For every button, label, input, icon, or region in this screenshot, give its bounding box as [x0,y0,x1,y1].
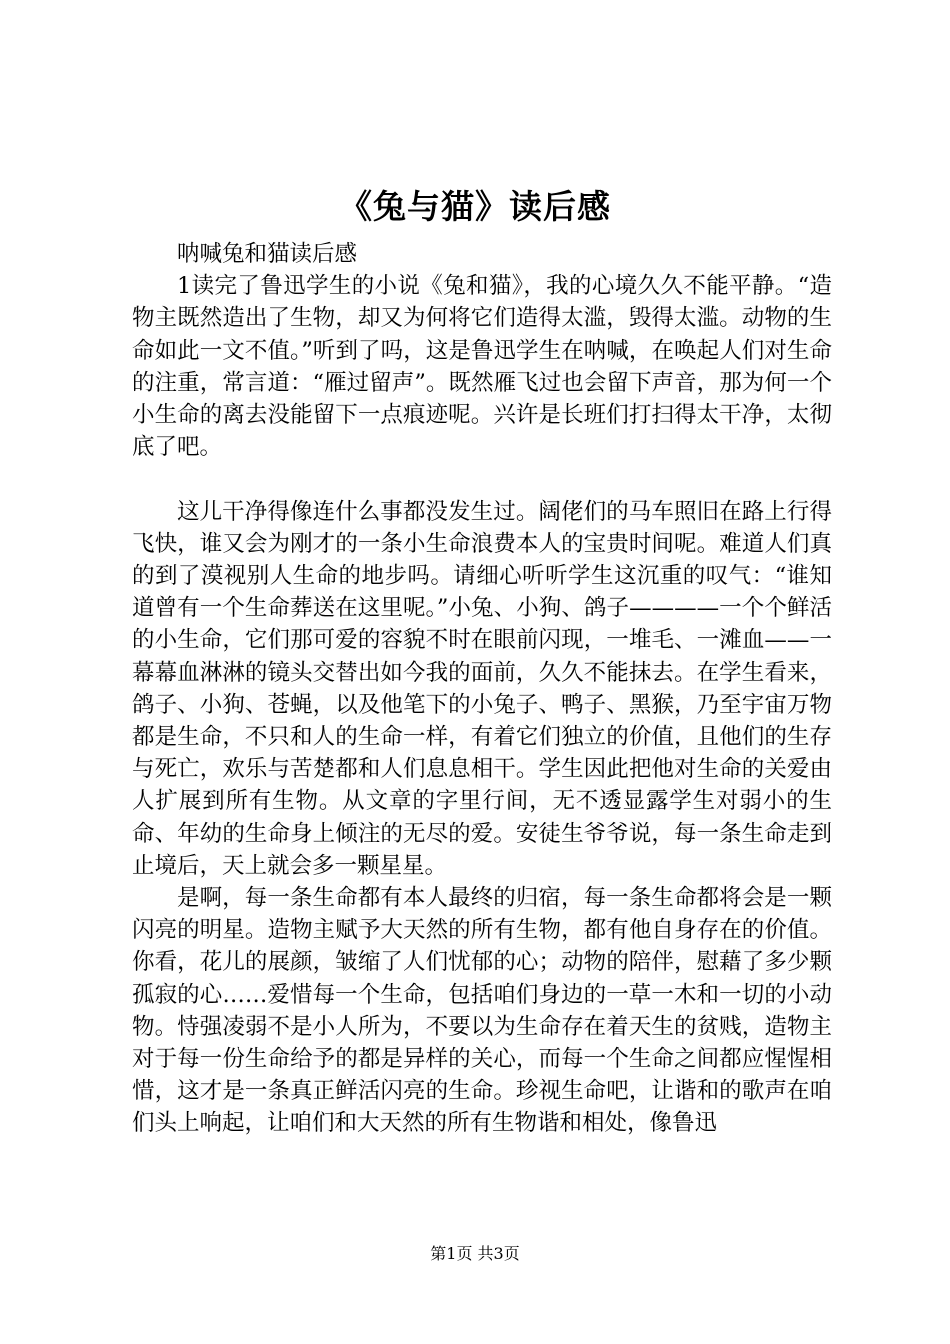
page-footer: 第1页 共3页 [430,1244,520,1263]
body-paragraph-2: 这儿干净得像连什么事都没发生过。阔佬们的马车照旧在路上行得飞快，谁又会为刚才的一条小生命浪费本人的宝贵时间呢。难道人们真的到了漠视别人生命的地步吗。请细心听听学生这沉重的叹气：“谁知道曾有一个生命葬送在这里呢。”小兔、小狗、鸽子————一个个鲜活的小生命，它们那可爱的容貌不时在眼前闪现，一堆毛、一滩血——一幕幕血淋淋的镜头交替出如今我的面前，久久不能抹去。在学生看来，鸽子、小狗、苍蝇，以及他笔下的小兔子、鸭子、黑猴，乃至宇宙万物都是生命，不只和人的生命一样，有着它们独立的价值，且他们的生存与死亡，欢乐与苦楚都和人们息息相干。学生因此把他对生命的关爱由人扩展到所有生物。从文章的字里行间，无不透显露学生对弱小的生命、年幼的生命身上倾注的无尽的爱。安徒生爷爷说，每一条生命走到止境后，天上就会多一颗星星。 [132,498,832,879]
body-paragraph-subtitle: 呐喊兔和猫读后感 [177,241,358,267]
paragraph-spacer [132,463,832,495]
document-title: 《兔与猫》读后感 [339,187,611,226]
document-body [132,238,832,1140]
body-paragraph-1: 1读完了鲁迅学生的小说《兔和猫》，我的心境久久不能平静。“造物主既然造出了生物，却又为何将它们造得太滥，毁得太滥。动物的生命如此一文不值。”听到了吗，这是鲁迅学生在呐喊，在唤起人们对生命的注重，常言道：“雁过留声”。既然雁飞过也会留下声音，那为何一个小生命的离去没能留下一点痕迹呢。兴许是长班们打扫得太干净，太彻底了吧。 [132,273,832,461]
body-paragraph-3: 是啊，每一条生命都有本人最终的归宿，每一条生命都将会是一颗闪亮的明星。造物主赋予大天然的所有生物，都有他自身存在的价值。你看，花儿的展颜，皱缩了人们忧郁的心；动物的陪伴，慰藉了多少颗孤寂的心……爱惜每一个生命，包括咱们身边的一草一木和一切的小动物。恃强凌弱不是小人所为，不要以为生命存在着天生的贫贱，造物主对于每一份生命给予的都是异样的关心，而每一个生命之间都应惺惺相惜，这才是一条真正鲜活闪亮的生命。珍视生命吧，让谐和的歌声在咱们头上响起，让咱们和大天然的所有生物谐和相处，像鲁迅 [132,885,832,1137]
